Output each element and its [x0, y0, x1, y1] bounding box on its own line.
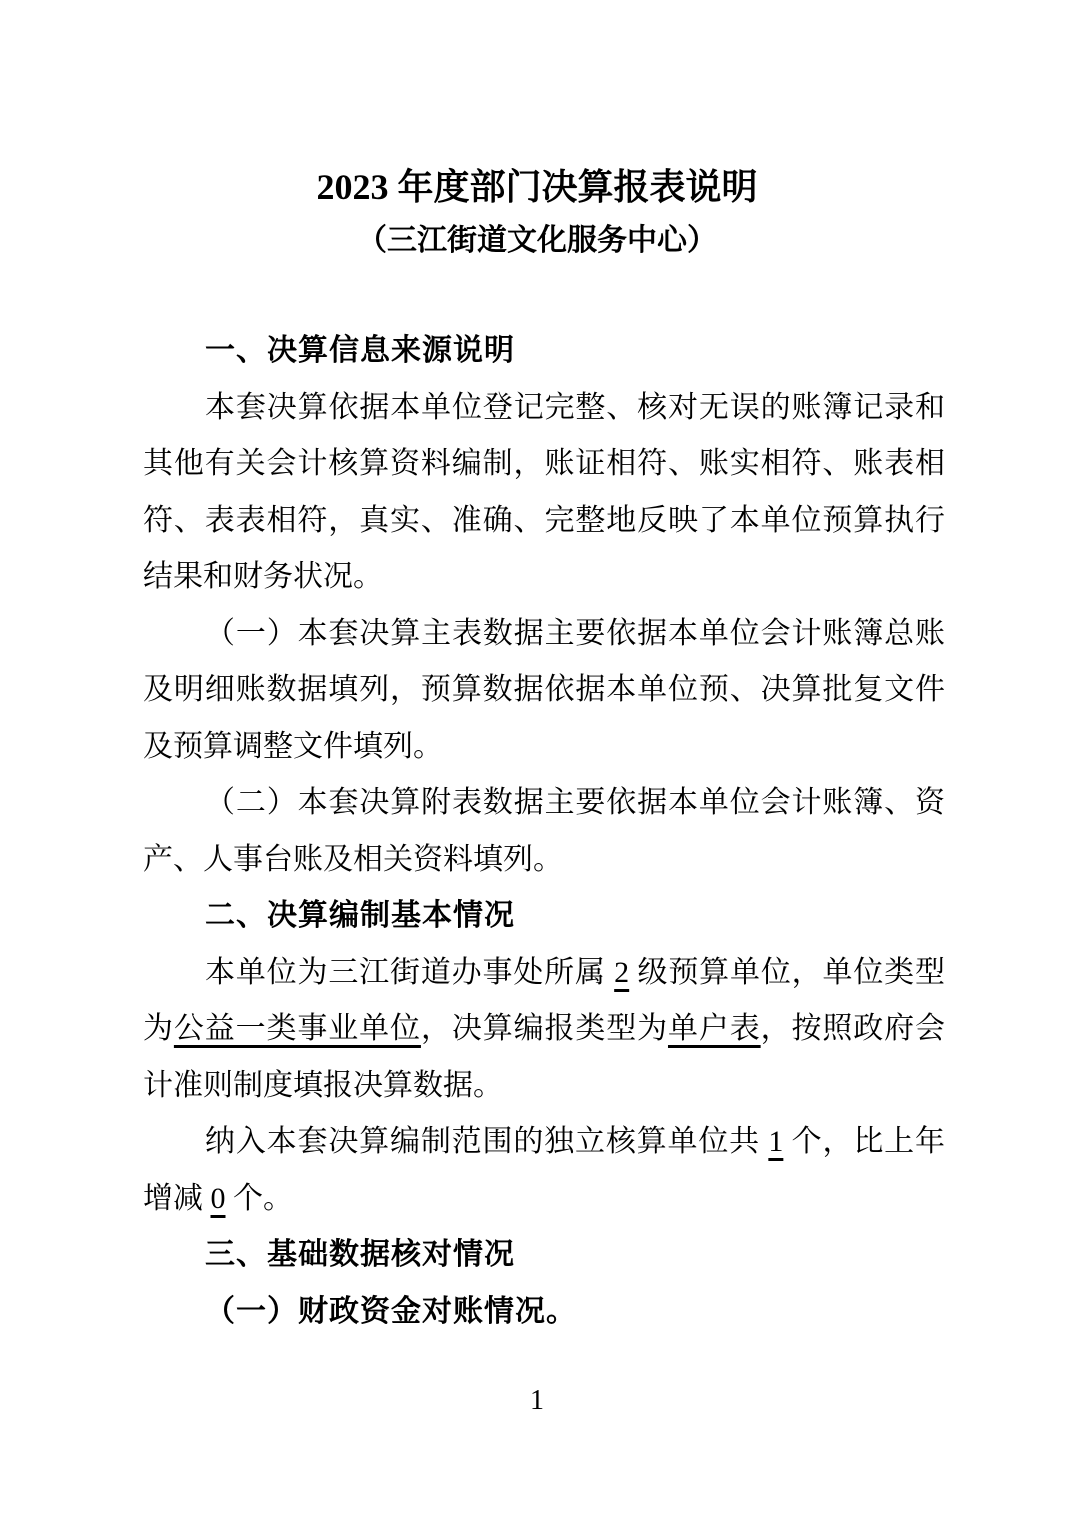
section-heading-2: 二、决算编制基本情况	[205, 899, 515, 932]
paragraph-source-description: 本套决算依据本单位登记完整、核对无误的账簿记录和其他有关会计核算资料编制，账证相符、账实相符、账表相符、表表相符，真实、准确、完整地反映了本单位预算执行结果和财务状况。	[143, 390, 945, 593]
paragraph-main-table-basis: （一）本套决算主表数据主要依据本单位会计账簿总账及明细账数据填列，预算数据依据本单位预、决算批复文件及预算调整文件填列。	[143, 616, 945, 763]
text-segment: 级预算单位，单位类型为	[143, 955, 946, 1045]
section-heading-3: 三、基础数据核对情况	[205, 1238, 515, 1271]
underlined-report-type: 单户表	[667, 1012, 761, 1045]
document-body	[143, 323, 945, 1340]
underlined-unit-type: 公益一类事业单位	[173, 1012, 421, 1045]
underlined-change-count: 0	[210, 1181, 226, 1215]
paragraph-unit-info	[143, 945, 945, 1115]
underlined-budget-level: 2	[614, 955, 630, 989]
text-segment: ，按照政府会计准则制度填报决算数据。	[143, 1012, 946, 1102]
page-number: 1	[530, 1385, 544, 1416]
paragraph-appendix-table-basis: （二）本套决算附表数据主要依据本单位会计账簿、资产、人事台账及相关资料填列。	[143, 786, 945, 876]
title-block	[0, 0, 1074, 267]
text-segment: 纳入本套决算编制范围的独立核算单位共	[205, 1125, 769, 1158]
section-heading-1: 一、决算信息来源说明	[205, 334, 515, 367]
text-segment: 个，比上年增减	[143, 1125, 946, 1215]
doc-title: 2023 年度部门决算报表说明	[316, 167, 758, 207]
paragraph-fiscal-funds-subheading: （一）财政资金对账情况。	[205, 1294, 577, 1328]
text-segment: 个。	[225, 1181, 293, 1215]
page-footer	[0, 1384, 1074, 1418]
underlined-unit-count: 1	[768, 1125, 784, 1158]
text-segment: ，决算编报类型为	[420, 1012, 668, 1045]
doc-subtitle: （三江街道文化服务中心）	[357, 224, 717, 257]
paragraph-unit-count	[143, 1114, 945, 1227]
text-segment: 本单位为三江街道办事处所属	[205, 955, 615, 989]
